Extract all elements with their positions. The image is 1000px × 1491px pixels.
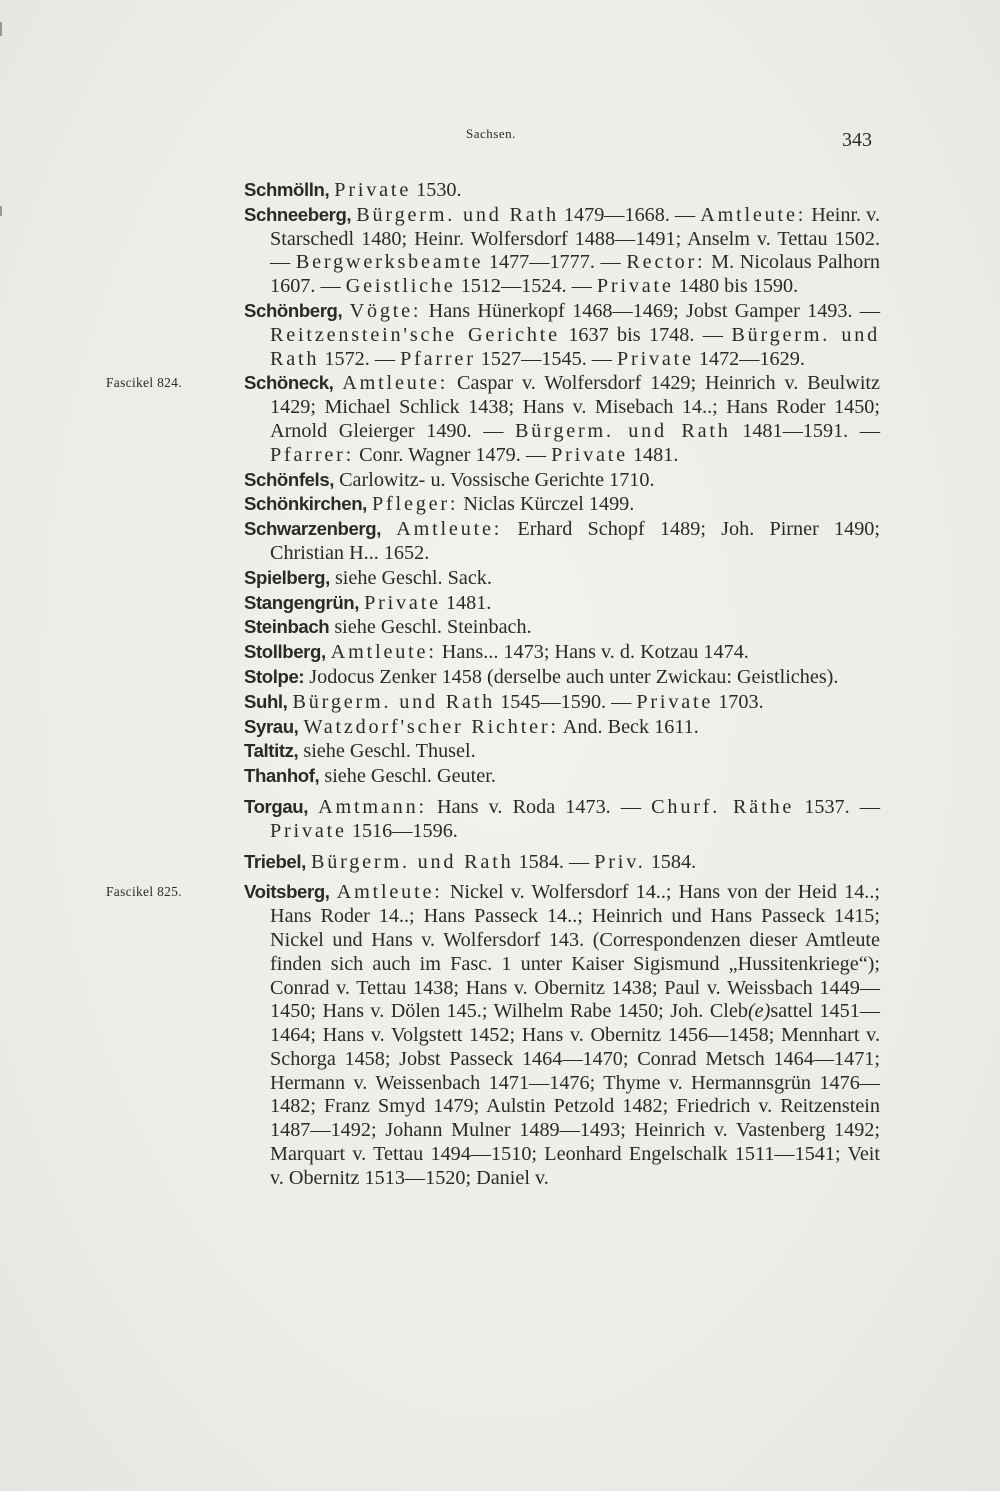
entry-category-label: Private [596, 275, 674, 298]
entry-headword: Thanhof, [244, 765, 320, 787]
entry-headword: Schneeberg, [244, 203, 352, 225]
margin-note-fascikel: Fascikel 824. [106, 375, 182, 391]
register-entry [244, 850, 880, 875]
entry-category-label: Private [334, 179, 412, 201]
entry-category-label: Amtmann: [318, 795, 427, 818]
running-header-title: Sachsen. [466, 126, 516, 141]
register-entry [106, 880, 880, 1190]
entry-text: Hans v. Roda 1473. — [426, 795, 652, 818]
entry-headword: Schönfels, [244, 468, 335, 490]
entry-text [333, 372, 342, 394]
entry-text [381, 518, 396, 540]
entry-text: siehe Geschl. Steinbach. [329, 616, 532, 639]
entry-text: 1545—1590. — [495, 690, 637, 713]
entry-text: 1537. — [794, 795, 880, 818]
entry-list [106, 178, 881, 1191]
register-entry [244, 665, 880, 690]
entry-text: siehe Geschl. Sack. [329, 566, 492, 589]
entry-category-label: Private [551, 443, 628, 466]
entry-text: Carlowitz- u. Vossische Gerichte 1710. [334, 468, 655, 491]
entry-category-label: Amtleute: [342, 372, 449, 395]
register-entry [244, 690, 880, 715]
entry-text: 1527—1545. — [475, 347, 618, 370]
entry-text: M. Nicolaus Palhorn 1607. — [270, 251, 881, 298]
entry-text: 1481—1591. — [730, 419, 881, 442]
entry-text: siehe Geschl. Thusel. [298, 740, 476, 763]
entry-category-label: Reitzenstein'sche Gerichte [270, 323, 560, 346]
entry-text: 1516—1596. [346, 819, 458, 842]
entry-text: 1584. [645, 850, 697, 873]
entry-text: 1480 bis 1590. [673, 275, 799, 298]
entry-text: Hans... 1473; Hans v. d. Kotzau 1474. [436, 641, 749, 664]
register-entry [244, 640, 880, 665]
entry-category-label: Pfarrer [400, 347, 476, 370]
entry-text: Conr. Wagner 1479. — [354, 443, 552, 466]
entry-headword: Schönberg, [244, 299, 343, 321]
entry-category-label: Rector: [626, 251, 706, 274]
entry-category-label: Private [270, 819, 347, 842]
register-entry [244, 468, 880, 493]
register-entry [244, 591, 880, 616]
register-entry [244, 795, 880, 844]
entry-text: 1703. [713, 690, 764, 713]
entry-text: Jodocus Zenker 1458 (derselbe auch unter Zwickau: Geistliches). [304, 665, 839, 688]
entry-headword: Schönkirchen, [244, 493, 367, 515]
entry-text: 1472—1629. [693, 347, 805, 370]
entry-headword: Stollberg, [244, 641, 326, 663]
entry-text: Erhard Schopf 1489; Joh. Pirner 1490; Christian H... 1652. [270, 518, 881, 564]
entry-category-label: Vögte: [349, 299, 422, 322]
entry-text: 1481. [627, 443, 679, 466]
entry-text: Hans Hünerkopf 1468—1469; Jobst Gamper 1493. — [421, 299, 881, 322]
entry-text: 1477—1777. — [483, 251, 627, 274]
entry-text: sattel 1451—1464; Hans v. Volgstett 1452; Hans v. Obernitz 1456—1458; Mennhart v. Schorga 1458; Jobst Passeck 1464—1470; Conrad Metsch 1464—1471; Hermann v. Weissenbach 1471—1476; Thyme v. Hermannsgrün 1476—1482; Franz Smyd 1479; Aulstin Petzold 1482; Friedrich v. Reitzenstein 1487—1492; Johann Mulner 1489—1493; Heinrich v. Vastenberg 1492; Marquart v. Tettau 1494—1510; Leonhard Engelschalk 1511—1541; Veit v. Obernitz 1513—1520; Daniel v. [270, 1000, 880, 1189]
entry-text: Heinr. v. Starschedl 1480; Heinr. Wolfersdorf 1488—1491; Anselm v. Tettau 1502. — [270, 203, 880, 274]
register-entry [106, 371, 881, 467]
entry-text: 1479—1668. — [558, 203, 701, 226]
entry-category-label: Priv. [594, 850, 646, 873]
entry-headword: Schmölln, [244, 179, 330, 200]
entry-headword: Triebel, [244, 850, 306, 872]
binding-edge-mark [0, 22, 2, 36]
margin-note-fascikel: Fascikel 825. [106, 884, 182, 900]
entry-category-label: Private [364, 591, 441, 614]
entry-headword: Stangengrün, [244, 591, 360, 613]
entry-text: 1530. [411, 179, 462, 201]
entry-text: 1637 bis 1748. — [559, 323, 732, 346]
register-entry [244, 203, 880, 299]
entry-category-label: Bürgerm. und Rath [310, 850, 514, 873]
register-entry [244, 178, 880, 203]
entry-headword: Stolpe: [244, 665, 305, 687]
entry-category-label: Amtleute: [396, 518, 503, 541]
entry-headword: Taltitz, [244, 740, 299, 762]
entry-category-label: Bürgerm. und Rath [356, 203, 559, 226]
entry-headword: Suhl, [244, 690, 288, 712]
entry-text: And. Beck 1611. [558, 715, 699, 738]
entry-text [308, 796, 318, 818]
entry-text: 1572. — [319, 347, 401, 370]
entry-text: (e) [747, 1000, 771, 1023]
entry-category-label: Churf. Räthe [651, 795, 795, 818]
entry-text: 1481. [440, 591, 492, 614]
entry-headword: Schwarzenberg, [244, 518, 381, 540]
entry-category-label: Bürgerm. und Rath [292, 690, 496, 713]
entry-text: 1584. — [513, 850, 595, 873]
entry-text: 1512—1524. — [455, 275, 597, 298]
register-entry [244, 517, 880, 566]
entry-headword: Spielberg, [244, 566, 330, 588]
entry-headword: Torgau, [244, 795, 308, 817]
entry-category-label: Private [617, 347, 694, 370]
entry-category-label: Geistliche [345, 275, 456, 298]
entry-text: Caspar v. Wolfersdorf 1429; Heinrich v. Beulwitz 1429; Michael Schlick 1438; Hans v. Misebach 14..; Hans Roder 1450; Arnold Gleierger 1490. — [270, 372, 881, 442]
entry-headword: Steinbach [244, 616, 330, 638]
entry-category-label: Private [636, 690, 714, 713]
register-entry [244, 739, 880, 764]
register-entry [244, 566, 880, 591]
register-entry [244, 615, 880, 640]
register-entry [244, 764, 880, 789]
entry-category-label: Bürgerm. und Rath [515, 419, 731, 442]
entry-category-label: Amtleute: [336, 881, 443, 904]
entry-category-label: Amtleute: [700, 203, 807, 226]
entry-category-label: Pfarrer: [270, 443, 355, 466]
register-entry [244, 715, 880, 740]
register-entry [244, 492, 880, 517]
entry-category-label: Amtleute: [330, 641, 437, 664]
entry-headword: Voitsberg, [244, 881, 330, 903]
entry-category-label: Bergwerksbeamte [295, 251, 484, 274]
entry-headword: Syrau, [244, 715, 299, 737]
entry-text: Nickel v. Wolfersdorf 14..; Hans von der Heid 14..; Hans Roder 14..; Hans Passeck 14..; Heinrich und Hans Passeck 1415; Nickel und Hans v. Wolfersdorf 143. (Correspondenzen dieser Amtleute finden sich auch im Fasc. 1 unter Kaiser Sigismund „Hussitenkriege“); Conrad v. Tettau 1438; Hans v. Obernitz 1438; Paul v. Weissbach 1449—1450; Hans v. Dölen 145.; Wilhelm Rabe 1450; Joh. Cleb [270, 881, 880, 1023]
entry-headword: Schöneck, [244, 372, 334, 394]
entry-text [330, 881, 337, 903]
entry-text: Niclas Kürczel 1499. [458, 493, 635, 516]
entry-text: siehe Geschl. Geuter. [319, 765, 496, 788]
page-number: 343 [842, 129, 872, 151]
entry-text [342, 300, 349, 322]
entry-category-label: Bürgerm. und Rath [270, 323, 880, 370]
register-entry [244, 299, 880, 371]
entry-category-label: Watzdorf'scher Richter: [303, 715, 559, 738]
binding-edge-mark [0, 206, 2, 216]
entry-category-label: Pfleger: [371, 493, 459, 516]
